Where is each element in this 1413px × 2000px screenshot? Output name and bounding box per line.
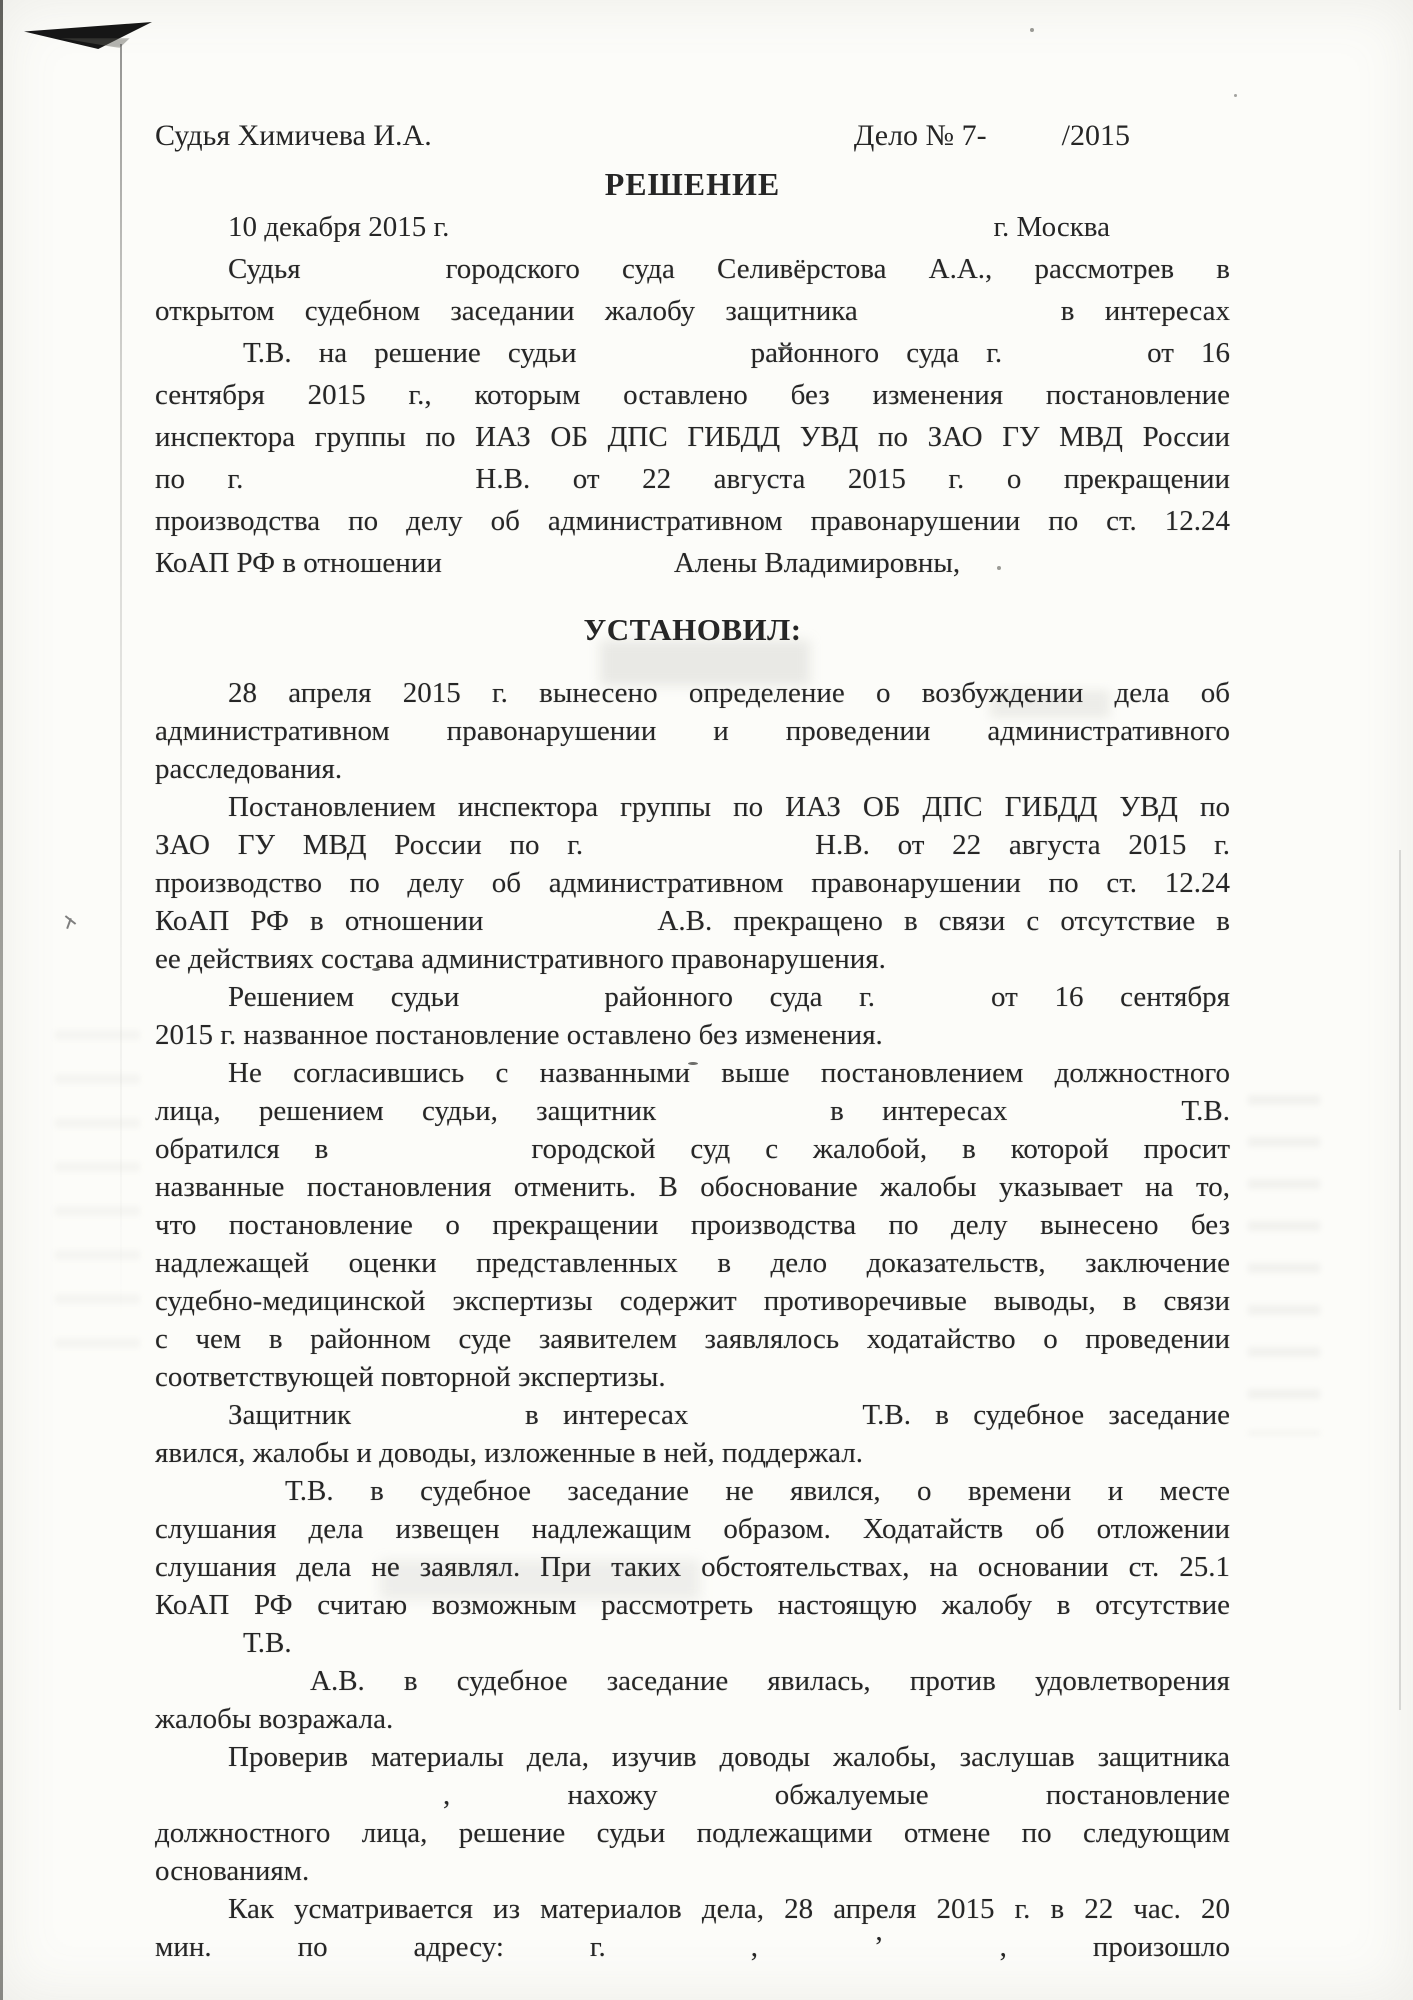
text-line: Как усматривается из материалов дела, 28 апреля 2015 г. в 22 час. 20 bbox=[228, 1893, 1230, 1925]
section-heading: УСТАНОВИЛ: bbox=[583, 612, 802, 647]
text-line: открытом судебном заседании жалобу защитника в интересах bbox=[155, 295, 1230, 327]
text-line: 28 апреля 2015 г. вынесено определение о возбуждении дела об bbox=[228, 677, 1230, 709]
intro-paragraphs bbox=[155, 248, 1230, 584]
text-line: Проверив материалы дела, изучив доводы жалобы, заслушав защитника bbox=[228, 1741, 1230, 1773]
text-line: что постановление о прекращении производства по делу вынесено без bbox=[155, 1209, 1230, 1241]
document-header bbox=[155, 118, 1230, 154]
text-line: КоАП РФ в отношении Алены Владимировны, bbox=[155, 547, 961, 579]
text-line: обратился в городской суд с жалобой, в которой просит bbox=[155, 1133, 1230, 1165]
text-line: Решением судьи районного суда г. от 16 сентября bbox=[228, 981, 1230, 1013]
text-line: Не согласившись с названными выше постановлением должностного bbox=[228, 1057, 1230, 1089]
text-line: надлежащей оценки представленных в дело доказательств, заключение bbox=[155, 1247, 1230, 1279]
text-line: Постановлением инспектора группы по ИАЗ ОБ ДПС ГИБДД УВД по bbox=[228, 791, 1230, 823]
decision-date: 10 декабря 2015 г. bbox=[228, 211, 450, 243]
text-line: ее действиях состава административного правонарушения. bbox=[155, 943, 886, 975]
text-line: соответствующей повторной экспертизы. bbox=[155, 1361, 666, 1393]
text-line: А.В. в судебное заседание явилась, против удовлетворения bbox=[310, 1665, 1230, 1697]
text-line: Защитник в интересах Т.В. в судебное заседание bbox=[228, 1399, 1230, 1431]
text-line: 2015 г. названное постановление оставлено без изменения. bbox=[155, 1019, 883, 1051]
text-line: жалобы возражала. bbox=[155, 1703, 394, 1735]
text-line: слушания дела извещен надлежащим образом. Ходатайств об отложении bbox=[155, 1513, 1230, 1545]
text-line: основаниям. bbox=[155, 1855, 310, 1887]
text-line: Т.В. bbox=[243, 1627, 292, 1659]
text-line: производства по делу об административном правонарушении по ст. 12.24 bbox=[155, 505, 1230, 537]
case-number: Дело № 7- /2015 bbox=[853, 119, 1130, 152]
text-line: слушания дела не заявлял. При таких обстоятельствах, на основании ст. 25.1 bbox=[155, 1551, 1230, 1583]
text-line: с чем в районном суде заявителем заявлялось ходатайство о проведении bbox=[155, 1323, 1230, 1355]
text-line: производство по делу об административном правонарушении по ст. 12.24 bbox=[155, 867, 1230, 899]
text-line: явился, жалобы и доводы, изложенные в ней, поддержал. bbox=[155, 1437, 863, 1469]
document-title: РЕШЕНИЕ bbox=[604, 166, 781, 202]
text-line: названные постановления отменить. В обоснование жалобы указывает на то, bbox=[155, 1171, 1230, 1203]
text-line: Т.В. в судебное заседание не явился, о времени и месте bbox=[285, 1475, 1230, 1507]
decision-city: г. Москва bbox=[993, 211, 1110, 243]
text-line: лица, решением судьи, защитник в интересах Т.В. bbox=[155, 1095, 1230, 1127]
text-line: расследования. bbox=[155, 753, 343, 785]
text-line: КоАП РФ в отношении А.В. прекращено в связи с отсутствие в bbox=[155, 905, 1230, 937]
text-line: мин. по адресу: г. , ’ , произошло bbox=[155, 1931, 1230, 1963]
body-paragraphs bbox=[155, 674, 1230, 1966]
text-line: судебно-медицинской экспертизы содержит противоречивые выводы, в связи bbox=[155, 1285, 1230, 1317]
dateline bbox=[155, 206, 1230, 248]
text-line: должностного лица, решение судьи подлежащими отмене по следующим bbox=[155, 1817, 1230, 1849]
text-line: административном правонарушении и проведении административного bbox=[155, 715, 1230, 747]
text-line: инспектора группы по ИАЗ ОБ ДПС ГИБДД УВД по ЗАО ГУ МВД России bbox=[155, 421, 1230, 453]
text-line: ЗАО ГУ МВД России по г. Н.В. от 22 августа 2015 г. bbox=[155, 829, 1230, 861]
text-line: Судья городского суда Селивёрстова А.А., рассмотрев в bbox=[228, 253, 1230, 285]
text-line: КоАП РФ считаю возможным рассмотреть настоящую жалобу в отсутствие bbox=[155, 1589, 1230, 1621]
text-line: , нахожу обжалуемые постановление bbox=[443, 1779, 1230, 1811]
text-line: Т.В. на решение судьи районного суда г. от 16 bbox=[243, 337, 1230, 369]
text-line: сентября 2015 г., которым оставлено без изменения постановление bbox=[155, 379, 1230, 411]
text-line: по г. Н.В. от 22 августа 2015 г. о прекращении bbox=[155, 463, 1230, 495]
judge-name: Судья Химичева И.А. bbox=[155, 119, 432, 152]
